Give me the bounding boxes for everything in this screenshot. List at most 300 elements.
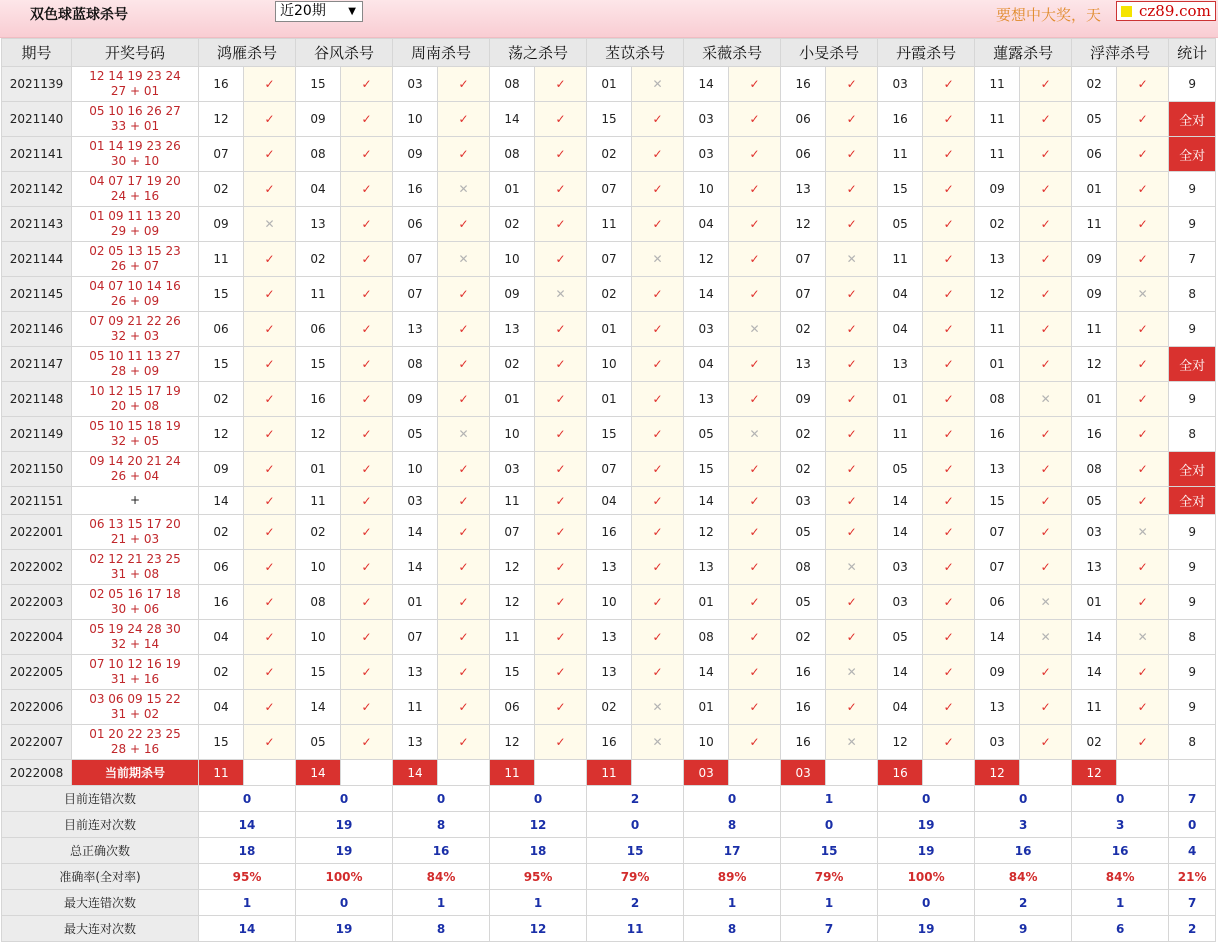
kill-number-cell: 14 [490, 102, 535, 137]
col-header-expert: 周南杀号 [393, 39, 490, 67]
stats-value: 0 [975, 786, 1072, 812]
check-icon: ✓ [438, 452, 490, 487]
draw-numbers-cell [72, 725, 199, 760]
check-icon: ✓ [341, 550, 393, 585]
draw-line-1: 04 07 10 14 16 [89, 279, 181, 293]
check-icon: ✓ [923, 312, 975, 347]
kill-number-cell: 12 [781, 207, 826, 242]
stats-label: 目前连错次数 [2, 786, 199, 812]
kill-number-cell: 02 [587, 277, 632, 312]
table-body [2, 39, 1216, 942]
correct-count-cell: 9 [1169, 690, 1216, 725]
stats-value: 19 [296, 838, 393, 864]
kill-number-cell: 12 [1072, 347, 1117, 382]
kill-number-cell: 13 [975, 242, 1020, 277]
check-icon: ✓ [535, 207, 587, 242]
draw-numbers-cell [72, 137, 199, 172]
kill-number-cell: 10 [684, 725, 729, 760]
kill-number-cell: 15 [587, 102, 632, 137]
kill-number-cell: 10 [490, 242, 535, 277]
kill-number-cell: 03 [975, 725, 1020, 760]
draw-numbers-cell [72, 452, 199, 487]
kill-number-cell: 04 [587, 487, 632, 515]
check-icon: ✓ [438, 487, 490, 515]
kill-number-cell: 09 [393, 137, 438, 172]
stats-value: 84% [393, 864, 490, 890]
current-empty-cell [438, 760, 490, 786]
kill-number-cell: 05 [1072, 487, 1117, 515]
draw-line-1: 10 12 15 17 19 [89, 384, 181, 398]
current-empty-cell [244, 760, 296, 786]
current-kill-number: 03 [684, 760, 729, 786]
col-header-expert: 谷风杀号 [296, 39, 393, 67]
stats-row [2, 838, 1216, 864]
kill-number-cell: 10 [684, 172, 729, 207]
check-icon: ✓ [1117, 550, 1169, 585]
kill-number-cell: 04 [878, 277, 923, 312]
cross-icon: ✕ [729, 312, 781, 347]
check-icon: ✓ [244, 585, 296, 620]
kill-number-cell: 06 [781, 102, 826, 137]
draw-line-1: 07 10 12 16 19 [89, 657, 181, 671]
current-kill-number: 11 [587, 760, 632, 786]
all-correct-badge: 全对 [1169, 347, 1216, 382]
col-header-expert: 浮萍杀号 [1072, 39, 1169, 67]
kill-number-cell: 01 [684, 585, 729, 620]
kill-number-cell: 01 [490, 382, 535, 417]
kill-number-cell: 15 [296, 655, 341, 690]
current-empty-cell [1020, 760, 1072, 786]
table-row [2, 207, 1216, 242]
cross-icon: ✕ [1020, 620, 1072, 655]
stats-value: 1 [781, 890, 878, 916]
table-row [2, 487, 1216, 515]
stats-value: 9 [975, 916, 1072, 942]
check-icon: ✓ [1020, 67, 1072, 102]
kill-number-cell: 13 [587, 655, 632, 690]
draw-numbers-cell [72, 67, 199, 102]
cross-icon: ✕ [632, 67, 684, 102]
draw-line-1: 01 14 19 23 26 [89, 139, 181, 153]
check-icon: ✓ [729, 452, 781, 487]
check-icon: ✓ [535, 655, 587, 690]
kill-number-cell: 03 [684, 102, 729, 137]
stats-value: 19 [296, 916, 393, 942]
cross-icon: ✕ [632, 690, 684, 725]
kill-number-cell: 08 [296, 585, 341, 620]
kill-number-cell: 04 [878, 312, 923, 347]
period-cell: 2021150 [2, 452, 72, 487]
check-icon: ✓ [341, 620, 393, 655]
kill-number-cell: 16 [1072, 417, 1117, 452]
stats-value: 0 [199, 786, 296, 812]
check-icon: ✓ [438, 67, 490, 102]
check-icon: ✓ [438, 137, 490, 172]
draw-line-1: 04 07 17 19 20 [89, 174, 181, 188]
header-row [2, 39, 1216, 67]
check-icon: ✓ [535, 620, 587, 655]
kill-number-cell: 11 [1072, 207, 1117, 242]
kill-number-cell: 05 [878, 620, 923, 655]
check-icon: ✓ [1020, 690, 1072, 725]
cross-icon: ✕ [1117, 277, 1169, 312]
stats-value: 2 [587, 786, 684, 812]
cross-icon: ✕ [632, 725, 684, 760]
kill-number-cell: 14 [393, 515, 438, 550]
kill-number-cell: 16 [587, 515, 632, 550]
logo-square-icon [1121, 6, 1132, 17]
cross-icon: ✕ [1117, 620, 1169, 655]
period-cell: 2022005 [2, 655, 72, 690]
draw-line-2: 32 + 14 [110, 637, 160, 651]
check-icon: ✓ [729, 690, 781, 725]
stats-value: 0 [878, 890, 975, 916]
current-kill-number: 12 [975, 760, 1020, 786]
check-icon: ✓ [341, 725, 393, 760]
draw-numbers-cell [72, 207, 199, 242]
draw-line-1: 07 09 21 22 26 [89, 314, 181, 328]
draw-line-1: + [129, 493, 141, 507]
kill-number-table [1, 38, 1216, 942]
stats-value: 0 [587, 812, 684, 838]
check-icon: ✓ [1020, 102, 1072, 137]
check-icon: ✓ [1020, 452, 1072, 487]
check-icon: ✓ [632, 312, 684, 347]
kill-number-cell: 16 [975, 417, 1020, 452]
kill-number-cell: 14 [878, 515, 923, 550]
kill-number-cell: 15 [975, 487, 1020, 515]
period-cell: 2021146 [2, 312, 72, 347]
current-kill-number: 12 [1072, 760, 1117, 786]
kill-number-cell: 11 [975, 67, 1020, 102]
check-icon: ✓ [826, 487, 878, 515]
kill-number-cell: 13 [587, 550, 632, 585]
check-icon: ✓ [1020, 725, 1072, 760]
correct-count-cell: 8 [1169, 620, 1216, 655]
period-cell: 2021143 [2, 207, 72, 242]
period-cell: 2021149 [2, 417, 72, 452]
check-icon: ✓ [826, 312, 878, 347]
kill-number-cell: 01 [587, 382, 632, 417]
check-icon: ✓ [1117, 655, 1169, 690]
kill-number-cell: 16 [296, 382, 341, 417]
table-row [2, 452, 1216, 487]
check-icon: ✓ [1020, 417, 1072, 452]
check-icon: ✓ [632, 655, 684, 690]
kill-number-cell: 13 [684, 550, 729, 585]
check-icon: ✓ [729, 347, 781, 382]
kill-number-cell: 13 [587, 620, 632, 655]
stats-total: 21% [1169, 864, 1216, 890]
kill-number-cell: 14 [975, 620, 1020, 655]
kill-number-cell: 02 [490, 207, 535, 242]
kill-number-cell: 08 [1072, 452, 1117, 487]
draw-line-2: 31 + 16 [110, 672, 160, 686]
kill-number-cell: 08 [781, 550, 826, 585]
col-header-period: 期号 [2, 39, 72, 67]
check-icon: ✓ [535, 137, 587, 172]
kill-number-cell: 09 [199, 207, 244, 242]
check-icon: ✓ [923, 67, 975, 102]
kill-number-cell: 02 [296, 515, 341, 550]
kill-number-cell: 01 [878, 382, 923, 417]
check-icon: ✓ [535, 417, 587, 452]
kill-number-cell: 11 [490, 620, 535, 655]
stats-value: 1 [1072, 890, 1169, 916]
kill-number-cell: 14 [878, 655, 923, 690]
draw-numbers-cell [72, 382, 199, 417]
kill-number-cell: 15 [684, 452, 729, 487]
current-kill-number: 14 [393, 760, 438, 786]
kill-number-cell: 15 [490, 655, 535, 690]
kill-number-cell: 15 [878, 172, 923, 207]
draw-line-2: 26 + 09 [110, 294, 160, 308]
kill-number-cell: 04 [878, 690, 923, 725]
kill-number-cell: 07 [587, 172, 632, 207]
kill-number-cell: 11 [490, 487, 535, 515]
stats-value: 100% [296, 864, 393, 890]
stats-value: 0 [684, 786, 781, 812]
cross-icon: ✕ [826, 550, 878, 585]
kill-number-cell: 01 [490, 172, 535, 207]
check-icon: ✓ [438, 515, 490, 550]
kill-number-cell: 07 [781, 242, 826, 277]
kill-number-cell: 09 [781, 382, 826, 417]
stats-value: 6 [1072, 916, 1169, 942]
kill-number-cell: 16 [781, 655, 826, 690]
check-icon: ✓ [438, 620, 490, 655]
kill-number-cell: 08 [296, 137, 341, 172]
kill-number-cell: 08 [975, 382, 1020, 417]
col-header-expert: 荡之杀号 [490, 39, 587, 67]
stats-value: 18 [490, 838, 587, 864]
draw-line-1: 02 05 13 15 23 [89, 244, 181, 258]
check-icon: ✓ [341, 137, 393, 172]
current-kill-number: 14 [296, 760, 341, 786]
top-bar [0, 0, 1218, 38]
table-row [2, 172, 1216, 207]
kill-number-cell: 10 [587, 347, 632, 382]
kill-number-cell: 13 [393, 312, 438, 347]
check-icon: ✓ [1117, 725, 1169, 760]
table-row [2, 382, 1216, 417]
stats-value: 95% [199, 864, 296, 890]
stats-value: 16 [975, 838, 1072, 864]
kill-number-cell: 15 [296, 347, 341, 382]
check-icon: ✓ [923, 207, 975, 242]
check-icon: ✓ [826, 382, 878, 417]
stats-value: 12 [490, 916, 587, 942]
col-header-expert: 苤苡杀号 [587, 39, 684, 67]
check-icon: ✓ [826, 172, 878, 207]
current-empty-cell [1117, 760, 1169, 786]
kill-number-cell: 11 [975, 137, 1020, 172]
stats-label: 准确率(全对率) [2, 864, 199, 890]
kill-number-cell: 14 [684, 67, 729, 102]
kill-number-cell: 14 [199, 487, 244, 515]
kill-number-cell: 05 [781, 515, 826, 550]
draw-line-2: 26 + 07 [110, 259, 160, 273]
check-icon: ✓ [1020, 347, 1072, 382]
check-icon: ✓ [632, 172, 684, 207]
stats-label: 总正确次数 [2, 838, 199, 864]
check-icon: ✓ [632, 207, 684, 242]
table-row [2, 137, 1216, 172]
check-icon: ✓ [826, 515, 878, 550]
kill-number-cell: 11 [975, 102, 1020, 137]
kill-number-cell: 07 [393, 620, 438, 655]
cross-icon: ✕ [826, 725, 878, 760]
kill-number-cell: 02 [587, 137, 632, 172]
check-icon: ✓ [244, 725, 296, 760]
check-icon: ✓ [535, 452, 587, 487]
check-icon: ✓ [341, 417, 393, 452]
check-icon: ✓ [341, 655, 393, 690]
kill-number-cell: 04 [684, 347, 729, 382]
kill-number-cell: 08 [490, 67, 535, 102]
stats-total: 0 [1169, 812, 1216, 838]
kill-number-cell: 01 [1072, 382, 1117, 417]
kill-number-cell: 16 [781, 67, 826, 102]
check-icon: ✓ [244, 690, 296, 725]
kill-number-cell: 15 [199, 277, 244, 312]
kill-number-cell: 01 [1072, 585, 1117, 620]
correct-count-cell: 9 [1169, 382, 1216, 417]
check-icon: ✓ [923, 277, 975, 312]
kill-number-cell: 03 [684, 312, 729, 347]
check-icon: ✓ [923, 690, 975, 725]
kill-number-cell: 14 [1072, 620, 1117, 655]
check-icon: ✓ [438, 312, 490, 347]
slogan-text: 要想中大奖，天 [996, 6, 1102, 24]
kill-number-cell: 15 [199, 725, 244, 760]
period-cell: 2021144 [2, 242, 72, 277]
current-stat-cell [1169, 760, 1216, 786]
cross-icon: ✕ [438, 417, 490, 452]
check-icon: ✓ [341, 172, 393, 207]
kill-number-cell: 14 [878, 487, 923, 515]
stats-label: 最大连错次数 [2, 890, 199, 916]
check-icon: ✓ [632, 277, 684, 312]
check-icon: ✓ [1020, 207, 1072, 242]
kill-number-cell: 06 [393, 207, 438, 242]
check-icon: ✓ [826, 620, 878, 655]
period-cell: 2022007 [2, 725, 72, 760]
stats-value: 12 [490, 812, 587, 838]
draw-numbers-cell [72, 690, 199, 725]
period-select[interactable] [275, 1, 363, 22]
kill-number-cell: 03 [878, 67, 923, 102]
kill-number-cell: 06 [199, 550, 244, 585]
kill-number-cell: 07 [199, 137, 244, 172]
check-icon: ✓ [923, 347, 975, 382]
current-empty-cell [341, 760, 393, 786]
period-cell: 2022004 [2, 620, 72, 655]
stats-total: 7 [1169, 786, 1216, 812]
current-empty-cell [826, 760, 878, 786]
check-icon: ✓ [438, 102, 490, 137]
check-icon: ✓ [632, 515, 684, 550]
current-empty-cell [535, 760, 587, 786]
kill-number-cell: 05 [878, 452, 923, 487]
kill-number-cell: 09 [296, 102, 341, 137]
site-name: cz89.com [1139, 2, 1211, 20]
draw-line-1: 05 19 24 28 30 [89, 622, 181, 636]
stats-value: 17 [684, 838, 781, 864]
current-kill-number: 11 [199, 760, 244, 786]
kill-number-cell: 14 [296, 690, 341, 725]
period-cell: 2021141 [2, 137, 72, 172]
kill-number-cell: 16 [781, 725, 826, 760]
kill-number-cell: 02 [1072, 725, 1117, 760]
kill-number-cell: 10 [587, 585, 632, 620]
kill-number-cell: 14 [684, 655, 729, 690]
stats-row [2, 786, 1216, 812]
draw-line-2: 32 + 03 [110, 329, 160, 343]
check-icon: ✓ [729, 172, 781, 207]
kill-number-cell: 12 [684, 242, 729, 277]
col-header-expert: 小旻杀号 [781, 39, 878, 67]
col-header-draw: 开奖号码 [72, 39, 199, 67]
kill-number-cell: 06 [490, 690, 535, 725]
check-icon: ✓ [535, 102, 587, 137]
kill-number-cell: 07 [393, 277, 438, 312]
check-icon: ✓ [1117, 690, 1169, 725]
kill-number-cell: 10 [393, 102, 438, 137]
draw-numbers-cell [72, 487, 199, 515]
check-icon: ✓ [729, 382, 781, 417]
draw-line-2: 28 + 09 [110, 364, 160, 378]
kill-number-cell: 02 [490, 347, 535, 382]
draw-line-1: 12 14 19 23 24 [89, 69, 181, 83]
check-icon: ✓ [535, 690, 587, 725]
check-icon: ✓ [438, 207, 490, 242]
check-icon: ✓ [244, 452, 296, 487]
period-cell: 2021148 [2, 382, 72, 417]
all-correct-badge: 全对 [1169, 452, 1216, 487]
check-icon: ✓ [244, 102, 296, 137]
kill-number-cell: 07 [975, 515, 1020, 550]
current-kill-number: 16 [878, 760, 923, 786]
period-cell: 2021139 [2, 67, 72, 102]
check-icon: ✓ [632, 487, 684, 515]
draw-line-2: 32 + 05 [110, 434, 160, 448]
table-row [2, 585, 1216, 620]
stats-total: 7 [1169, 890, 1216, 916]
draw-numbers-cell [72, 585, 199, 620]
kill-number-cell: 09 [393, 382, 438, 417]
check-icon: ✓ [826, 690, 878, 725]
check-icon: ✓ [826, 277, 878, 312]
check-icon: ✓ [632, 137, 684, 172]
stats-value: 2 [587, 890, 684, 916]
kill-number-cell: 02 [296, 242, 341, 277]
kill-number-cell: 13 [684, 382, 729, 417]
kill-number-cell: 13 [393, 655, 438, 690]
kill-number-cell: 02 [1072, 67, 1117, 102]
kill-number-cell: 11 [393, 690, 438, 725]
kill-number-cell: 11 [296, 487, 341, 515]
check-icon: ✓ [729, 242, 781, 277]
kill-number-cell: 04 [296, 172, 341, 207]
check-icon: ✓ [923, 585, 975, 620]
stats-value: 100% [878, 864, 975, 890]
site-logo-link[interactable] [1116, 1, 1216, 21]
check-icon: ✓ [826, 137, 878, 172]
check-icon: ✓ [1117, 67, 1169, 102]
kill-number-cell: 16 [587, 725, 632, 760]
kill-number-cell: 13 [975, 690, 1020, 725]
